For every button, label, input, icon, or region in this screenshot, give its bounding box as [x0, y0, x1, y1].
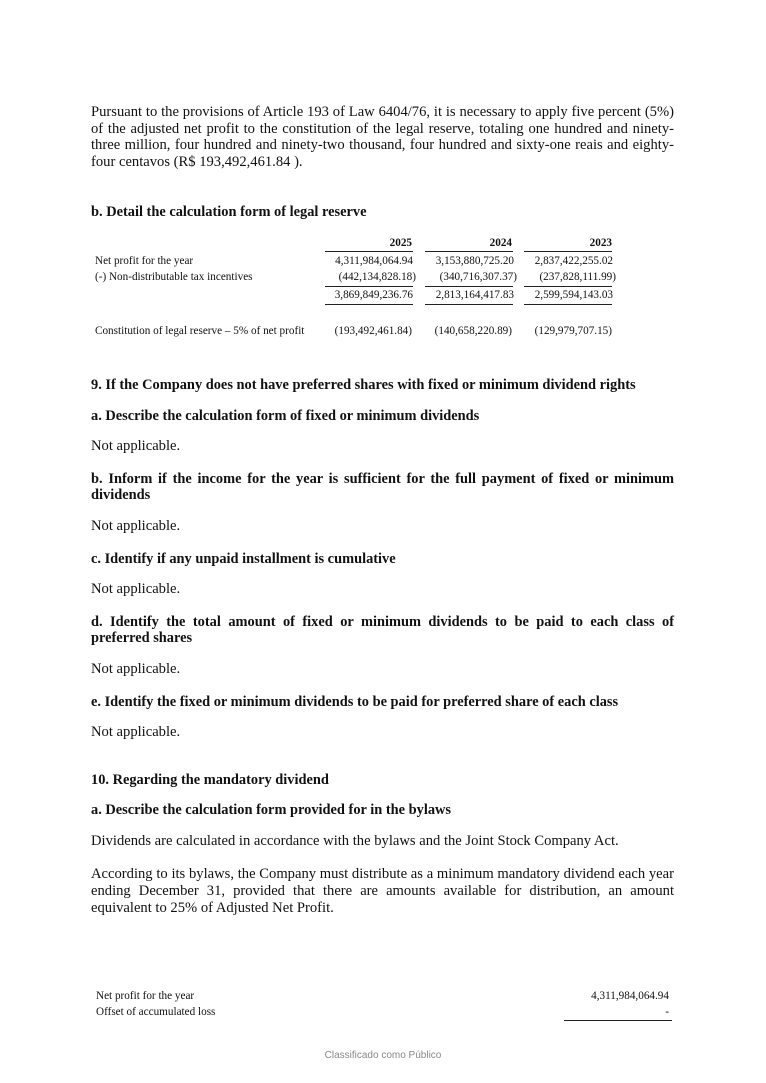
document-page — [91, 104, 674, 916]
section-9c-heading: c. Identify if any unpaid installment is cumulative — [91, 550, 396, 567]
tax-incentives-2024: (340,716,307.37) — [439, 270, 517, 283]
header-underline — [325, 251, 413, 252]
section-9a-heading: a. Describe the calculation form of fixed or minimum dividends — [91, 407, 480, 424]
year-header-2023: 2023 — [589, 236, 612, 249]
offset-value: - — [665, 1006, 669, 1018]
year-header-2024: 2024 — [489, 236, 512, 249]
legal-reserve-label: Constitution of legal reserve – 5% of net profit — [95, 324, 305, 337]
subtotal-underline — [425, 304, 513, 305]
subtotal-rule — [325, 286, 413, 287]
net-profit-label: Net profit for the year — [95, 254, 194, 267]
tax-incentives-label: (-) Non-distributable tax incentives — [95, 270, 253, 283]
table-row — [96, 989, 672, 1005]
net-profit-2025: 4,311,984,064.94 — [335, 254, 413, 267]
section-10a-heading: a. Describe the calculation form provided for in the bylaws — [91, 802, 452, 819]
section-10a-paragraph-1: Dividends are calculated in accordance with the bylaws and the Joint Stock Company Act. — [91, 832, 619, 849]
classification-footer: Classificado como Público — [324, 1050, 442, 1061]
subtotal-underline — [524, 304, 612, 305]
subtotal-rule — [425, 286, 513, 287]
section-9e-heading: e. Identify the fixed or minimum dividends to be paid for preferred share of each class — [91, 693, 619, 710]
legal-reserve-2023: (129,979,707.15) — [534, 324, 612, 337]
subtotal-rule — [524, 286, 612, 287]
header-underline — [425, 251, 513, 252]
offset-label: Offset of accumulated loss — [96, 1006, 216, 1018]
section-10a-paragraph-2: According to its bylaws, the Company must distribute as a minimum mandatory dividend each year ending December 31, provided that there are amounts available for distribution, an amount equivalent to 25% of Adjusted Net Profit. — [91, 866, 674, 916]
total-rule — [564, 1020, 672, 1021]
legal-reserve-2024: (140,658,220.89) — [434, 324, 512, 337]
section-9-heading: 9. If the Company does not have preferred shares with fixed or minimum dividend rights — [91, 376, 636, 393]
tax-incentives-2025: (442,134,828.18) — [338, 270, 416, 283]
header-underline — [524, 251, 612, 252]
subtotal-2024: 2,813,164,417.83 — [435, 288, 514, 301]
table-row — [96, 1005, 672, 1021]
net-profit-2024: 3,153,880,725.20 — [435, 254, 514, 267]
subtotal-2025: 3,869,849,236.76 — [334, 288, 413, 301]
section-9a-answer: Not applicable. — [91, 438, 181, 455]
section-9d-heading: d. Identify the total amount of fixed or minimum dividends to be paid to each class of preferred shares — [91, 613, 674, 647]
section-9b-heading: b. Inform if the income for the year is sufficient for the full payment of fixed or minimum dividends — [91, 470, 674, 504]
section-9c-answer: Not applicable. — [91, 581, 181, 598]
section-9e-answer: Not applicable. — [91, 724, 181, 741]
section-10-heading: 10. Regarding the mandatory dividend — [91, 771, 329, 788]
tax-incentives-2023: (237,828,111.99) — [539, 270, 616, 283]
subtotal-underline — [325, 304, 413, 305]
section-9d-answer: Not applicable. — [91, 660, 181, 677]
dividend-calculation-table — [96, 989, 672, 1021]
legal-reserve-table — [91, 237, 674, 343]
section-9b-answer: Not applicable. — [91, 517, 181, 534]
year-header-2025: 2025 — [389, 236, 412, 249]
section-b-heading: b. Detail the calculation form of legal reserve — [91, 204, 367, 221]
net-profit-value: 4,311,984,064.94 — [591, 990, 669, 1002]
subtotal-2023: 2,599,594,143.03 — [534, 288, 613, 301]
legal-reserve-2025: (193,492,461.84) — [334, 324, 412, 337]
intro-paragraph: Pursuant to the provisions of Article 193 of Law 6404/76, it is necessary to apply five percent (5%) of the adjusted net profit to the constitution of the legal reserve, totaling one hundred and ninety-three million, four hundred and ninety-two thousand, four hundred and sixty-one reais and eighty-four centavos (R$ 193,492,461.84 ). — [91, 104, 674, 170]
net-profit-label: Net profit for the year — [96, 990, 195, 1002]
net-profit-2023: 2,837,422,255.02 — [534, 254, 613, 267]
